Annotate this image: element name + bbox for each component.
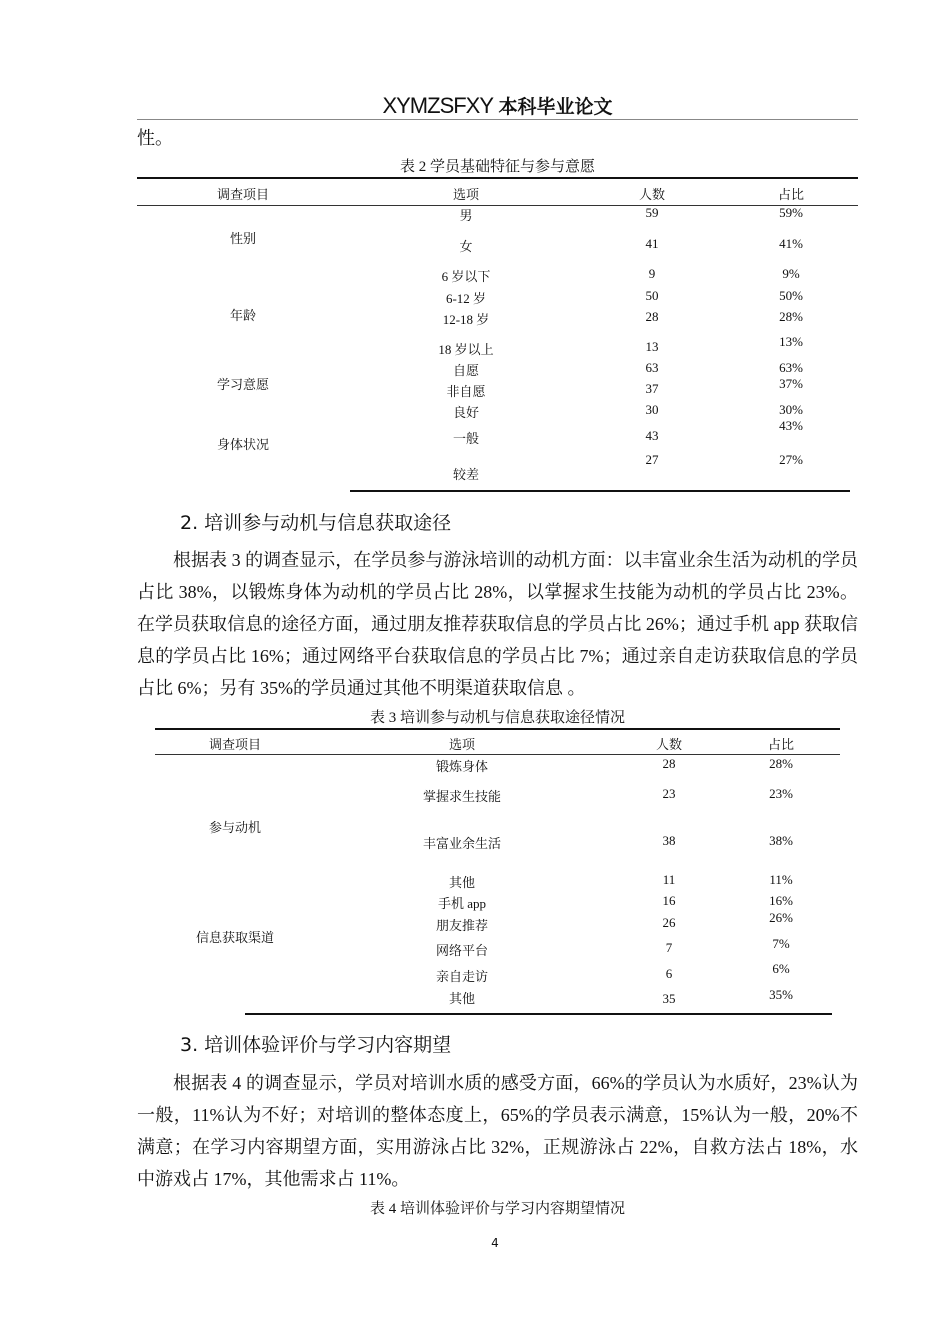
section3-body: 根据表 4 的调查显示，学员对培训水质的感受方面，66%的学员认为水质好，23%认为一般，11%认为不好；对培训的整体态度上，65%的学员表示满意，15%认为一般，20%不满意；在学习内容期望方面，实用游泳占比 32%，正规游泳占 22%，自救方法占 18%，水中游戏占 17%，其他需求占 11%。 [137, 1073, 858, 1189]
row-option: 自愿 [452, 363, 480, 378]
table3-bottom-rule [245, 1013, 832, 1015]
row-count: 23 [662, 786, 676, 801]
row-option: 朋友推荐 [435, 918, 489, 933]
row-percent: 63% [779, 360, 803, 375]
running-header [137, 92, 858, 119]
row-count: 30 [645, 402, 659, 417]
column-header-count: 人数 [638, 187, 666, 202]
row-percent: 9% [782, 266, 800, 281]
section2-body: 根据表 3 的调查显示，在学员参与游泳培训的动机方面：以丰富业余生活为动机的学员占比 38%，以锻炼身体为动机的学员占比 28%，以掌握求生技能为动机的学员占比 23%。在学员获取信息的途径方面，通过朋友推荐获取信息的学员占比 26%；通过手机 app 获取信息的学员占比 16%；通过网络平台获取信息的学员占比 7%；通过亲自走访获取信息的学员占比 6%；另有 35%的学员通过其他不明渠道获取信息 。 [137, 550, 858, 698]
row-option: 手机 app [437, 896, 487, 911]
row-count: 38 [662, 833, 676, 848]
page-number: 4 [491, 1236, 499, 1250]
row-count: 9 [648, 266, 656, 281]
column-header-category: 调查项目 [208, 737, 262, 752]
row-percent: 23% [769, 786, 793, 801]
row-count: 63 [645, 360, 659, 375]
table2-header-rule [137, 205, 858, 206]
table2-top-rule [137, 177, 858, 179]
row-option: 18 岁以上 [438, 342, 494, 357]
row-percent: 11% [769, 872, 793, 887]
column-header-count: 人数 [655, 737, 683, 752]
row-option: 其他 [448, 875, 476, 890]
row-percent: 35% [769, 987, 793, 1002]
row-percent: 7% [772, 936, 790, 951]
table4-caption: 表 4 培训体验评价与学习内容期望情况 [369, 1201, 625, 1217]
row-option: 丰富业余生活 [422, 836, 502, 851]
group-label: 年龄 [229, 308, 257, 323]
row-option: 亲自走访 [435, 969, 489, 984]
row-percent: 37% [779, 376, 803, 391]
table2-bottom-rule [350, 490, 850, 492]
row-option: 网络平台 [435, 943, 489, 958]
row-option: 6 岁以下 [441, 269, 491, 284]
group-label: 身体状况 [216, 437, 270, 452]
section2-heading: 2. 培训参与动机与信息获取途径 [180, 512, 452, 534]
row-count: 59 [645, 205, 659, 220]
row-option: 男 [459, 208, 473, 223]
row-percent: 16% [769, 893, 793, 908]
row-count: 28 [662, 756, 676, 771]
group-label: 信息获取渠道 [195, 930, 275, 945]
table3-caption: 表 3 培训参与动机与信息获取途径情况 [369, 710, 625, 726]
row-count: 7 [665, 940, 673, 955]
table3-top-rule [155, 728, 840, 730]
table2-caption: 表 2 学员基础特征与参与意愿 [399, 159, 595, 175]
row-percent: 30% [779, 402, 803, 417]
row-count: 11 [662, 872, 676, 887]
row-percent: 38% [769, 833, 793, 848]
row-count: 28 [645, 309, 659, 324]
row-count: 26 [662, 915, 676, 930]
column-header-pct: 占比 [777, 187, 805, 202]
row-count: 16 [662, 893, 676, 908]
row-option: 良好 [452, 405, 480, 420]
group-label: 参与动机 [208, 820, 262, 835]
row-count: 6 [665, 966, 673, 981]
row-count: 13 [645, 339, 659, 354]
row-percent: 27% [779, 452, 803, 467]
row-option: 掌握求生技能 [422, 789, 502, 804]
column-header-option: 选项 [452, 187, 480, 202]
column-header-pct: 占比 [767, 737, 795, 752]
row-option: 锻炼身体 [435, 759, 489, 774]
group-label: 学习意愿 [216, 377, 270, 392]
column-header-category: 调查项目 [216, 187, 270, 202]
row-option: 女 [459, 239, 473, 254]
row-option: 其他 [448, 991, 476, 1006]
column-header-option: 选项 [448, 737, 476, 752]
row-percent: 41% [779, 236, 803, 251]
table3-header-rule [155, 754, 840, 755]
row-count: 27 [645, 452, 659, 467]
row-percent: 28% [779, 309, 803, 324]
row-percent: 50% [779, 288, 803, 303]
row-option: 6-12 岁 [445, 291, 487, 306]
row-option: 12-18 岁 [442, 312, 490, 327]
intro-tail: 性。 [137, 128, 173, 148]
row-percent: 26% [769, 910, 793, 925]
row-percent: 43% [779, 418, 803, 433]
row-percent: 13% [779, 334, 803, 349]
row-count: 50 [645, 288, 659, 303]
section3-heading: 3. 培训体验评价与学习内容期望 [180, 1034, 452, 1056]
row-percent: 6% [772, 961, 790, 976]
group-label: 性别 [229, 231, 257, 246]
row-option: 非自愿 [446, 384, 486, 399]
header-rule [137, 119, 858, 120]
row-option: 一般 [452, 431, 480, 446]
header-code: XYMZSFXY [382, 93, 494, 118]
header-title: 本科毕业论文 [498, 96, 613, 118]
row-count: 37 [645, 381, 659, 396]
row-count: 43 [645, 428, 659, 443]
row-count: 35 [662, 991, 676, 1006]
row-count: 41 [645, 236, 659, 251]
row-option: 较差 [452, 467, 480, 482]
row-percent: 59% [779, 205, 803, 220]
row-percent: 28% [769, 756, 793, 771]
